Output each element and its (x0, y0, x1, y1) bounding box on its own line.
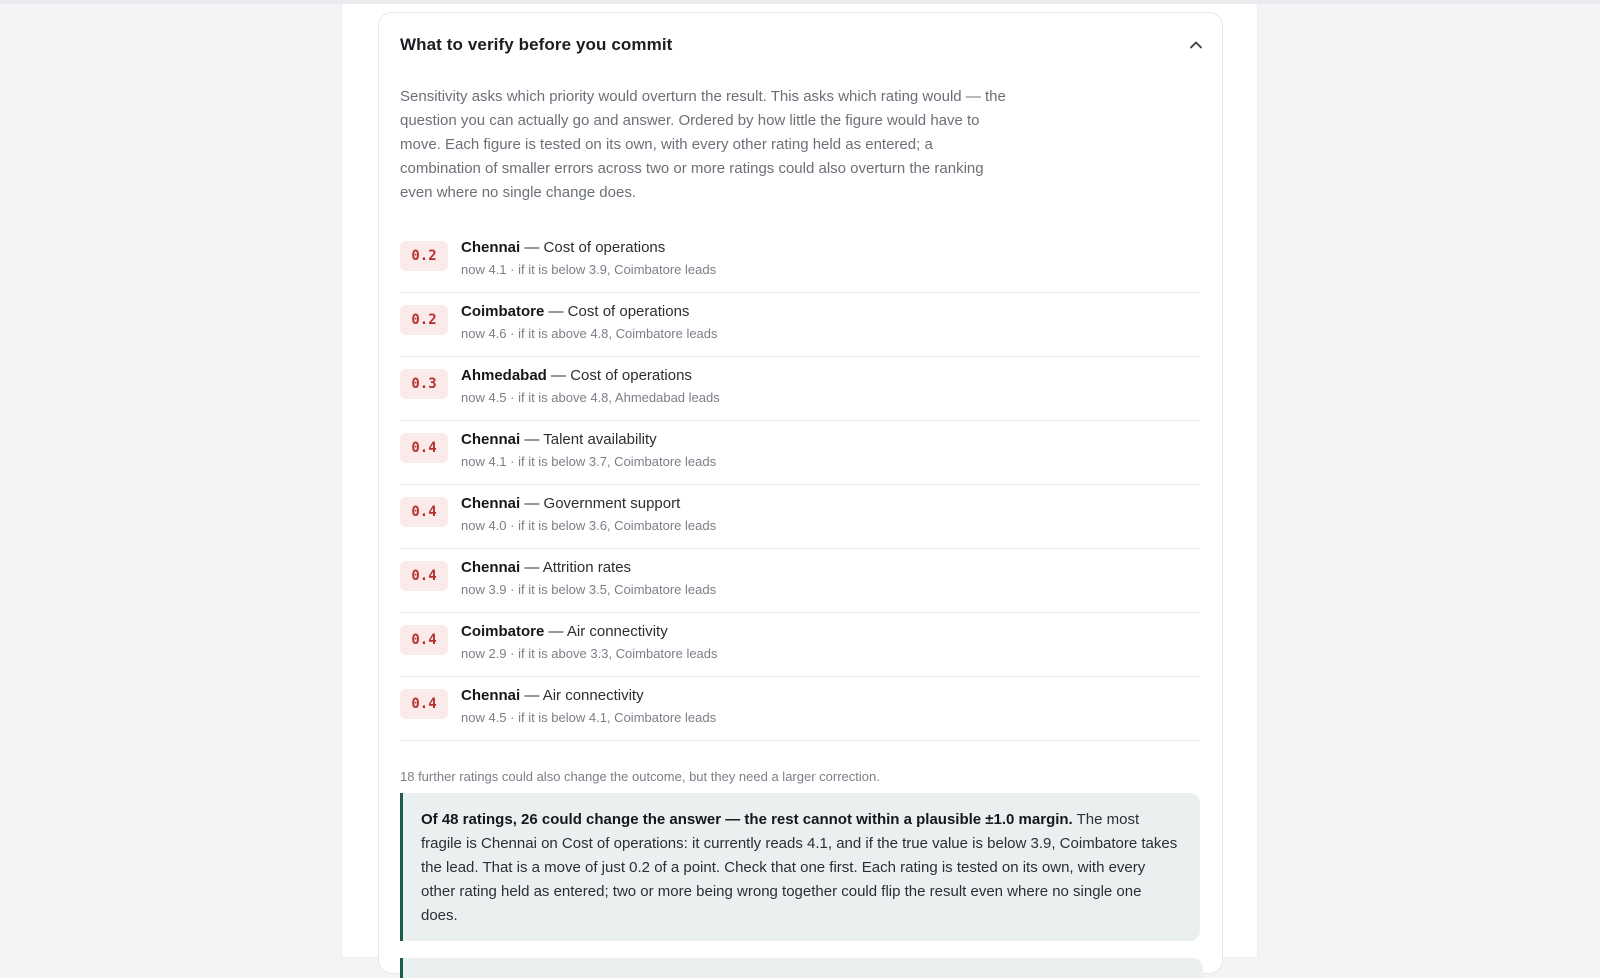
rating-title (461, 303, 689, 320)
rating-detail: now 3.9 · if it is below 3.5, Coimbatore leads (461, 582, 717, 597)
delta-badge: 0.4 (400, 561, 448, 591)
delta-badge: 0.2 (400, 305, 448, 335)
rating-title (461, 687, 644, 704)
rating-row (400, 613, 1200, 677)
rating-criterion: — Attrition rates (520, 559, 632, 576)
summary-body: The most fragile is Chennai on Cost of operations: it currently reads 4.1, and if the true value is below 3.9, Coimbatore takes the lead. That is a move of just 0.2 of a point. Check that one first. Each rating is tested on its own, with every other rating held as entered; two or more being wrong together could flip the result even where no single one does. (421, 811, 1178, 924)
rating-title (461, 623, 668, 640)
rating-title (461, 559, 631, 576)
rating-city: Chennai (461, 239, 521, 256)
delta-badge: 0.4 (400, 433, 448, 463)
rating-title (461, 495, 680, 512)
rating-detail: now 4.0 · if it is below 3.6, Coimbatore leads (461, 518, 717, 533)
rating-criterion: — Government support (520, 495, 681, 512)
section-intro: Sensitivity asks which priority would overturn the result. This asks which rating would — the question you can actually go and answer. Ordered by how little the figure would have to move. Each figure is tested on its own, with every other rating held as entered; a combination of smaller errors across two or more ratings could also overturn the ranking even where no single change does. (400, 88, 1006, 201)
next-callout-edge (400, 958, 1203, 978)
rating-title (461, 431, 657, 448)
rating-city: Coimbatore (461, 303, 545, 320)
rating-row (400, 421, 1200, 485)
rating-title (461, 367, 692, 384)
rating-criterion: — Cost of operations (546, 367, 692, 384)
rating-criterion: — Talent availability (520, 431, 657, 448)
rating-city: Chennai (461, 495, 521, 512)
page-content (342, 4, 1257, 957)
chevron-up-icon[interactable] (1188, 37, 1204, 53)
rating-row (400, 229, 1200, 293)
rating-city: Chennai (461, 431, 521, 448)
ratings-list (400, 229, 1200, 741)
delta-badge: 0.4 (400, 625, 448, 655)
verify-section-header[interactable] (379, 13, 1222, 73)
section-title: What to verify before you commit (400, 35, 673, 54)
rating-detail: now 4.5 · if it is below 4.1, Coimbatore leads (461, 710, 717, 725)
rating-detail: now 4.1 · if it is below 3.9, Coimbatore leads (461, 262, 717, 277)
rating-detail: now 4.1 · if it is below 3.7, Coimbatore leads (461, 454, 717, 469)
rating-city: Coimbatore (461, 623, 545, 640)
delta-badge: 0.2 (400, 241, 448, 271)
rating-city: Ahmedabad (461, 367, 547, 384)
delta-badge: 0.3 (400, 369, 448, 399)
summary-callout (400, 793, 1200, 941)
delta-badge: 0.4 (400, 497, 448, 527)
further-ratings-note: 18 further ratings could also change the outcome, but they need a larger correction. (400, 769, 880, 784)
rating-criterion: — Cost of operations (520, 239, 666, 256)
rating-city: Chennai (461, 559, 521, 576)
rating-detail: now 4.5 · if it is above 4.8, Ahmedabad leads (461, 390, 720, 405)
rating-city: Chennai (461, 687, 521, 704)
rating-criterion: — Air connectivity (544, 623, 668, 640)
rating-detail: now 4.6 · if it is above 4.8, Coimbatore leads (461, 326, 718, 341)
rating-row (400, 357, 1200, 421)
rating-title (461, 239, 665, 256)
rating-row (400, 485, 1200, 549)
rating-row (400, 549, 1200, 613)
summary-lead: Of 48 ratings, 26 could change the answer — the rest cannot within a plausible ±1.0 margin. (421, 811, 1073, 828)
verify-section-card (378, 12, 1223, 974)
rating-criterion: — Air connectivity (520, 687, 644, 704)
rating-row (400, 677, 1200, 741)
delta-badge: 0.4 (400, 689, 448, 719)
rating-criterion: — Cost of operations (544, 303, 690, 320)
rating-detail: now 2.9 · if it is above 3.3, Coimbatore leads (461, 646, 718, 661)
rating-row (400, 293, 1200, 357)
